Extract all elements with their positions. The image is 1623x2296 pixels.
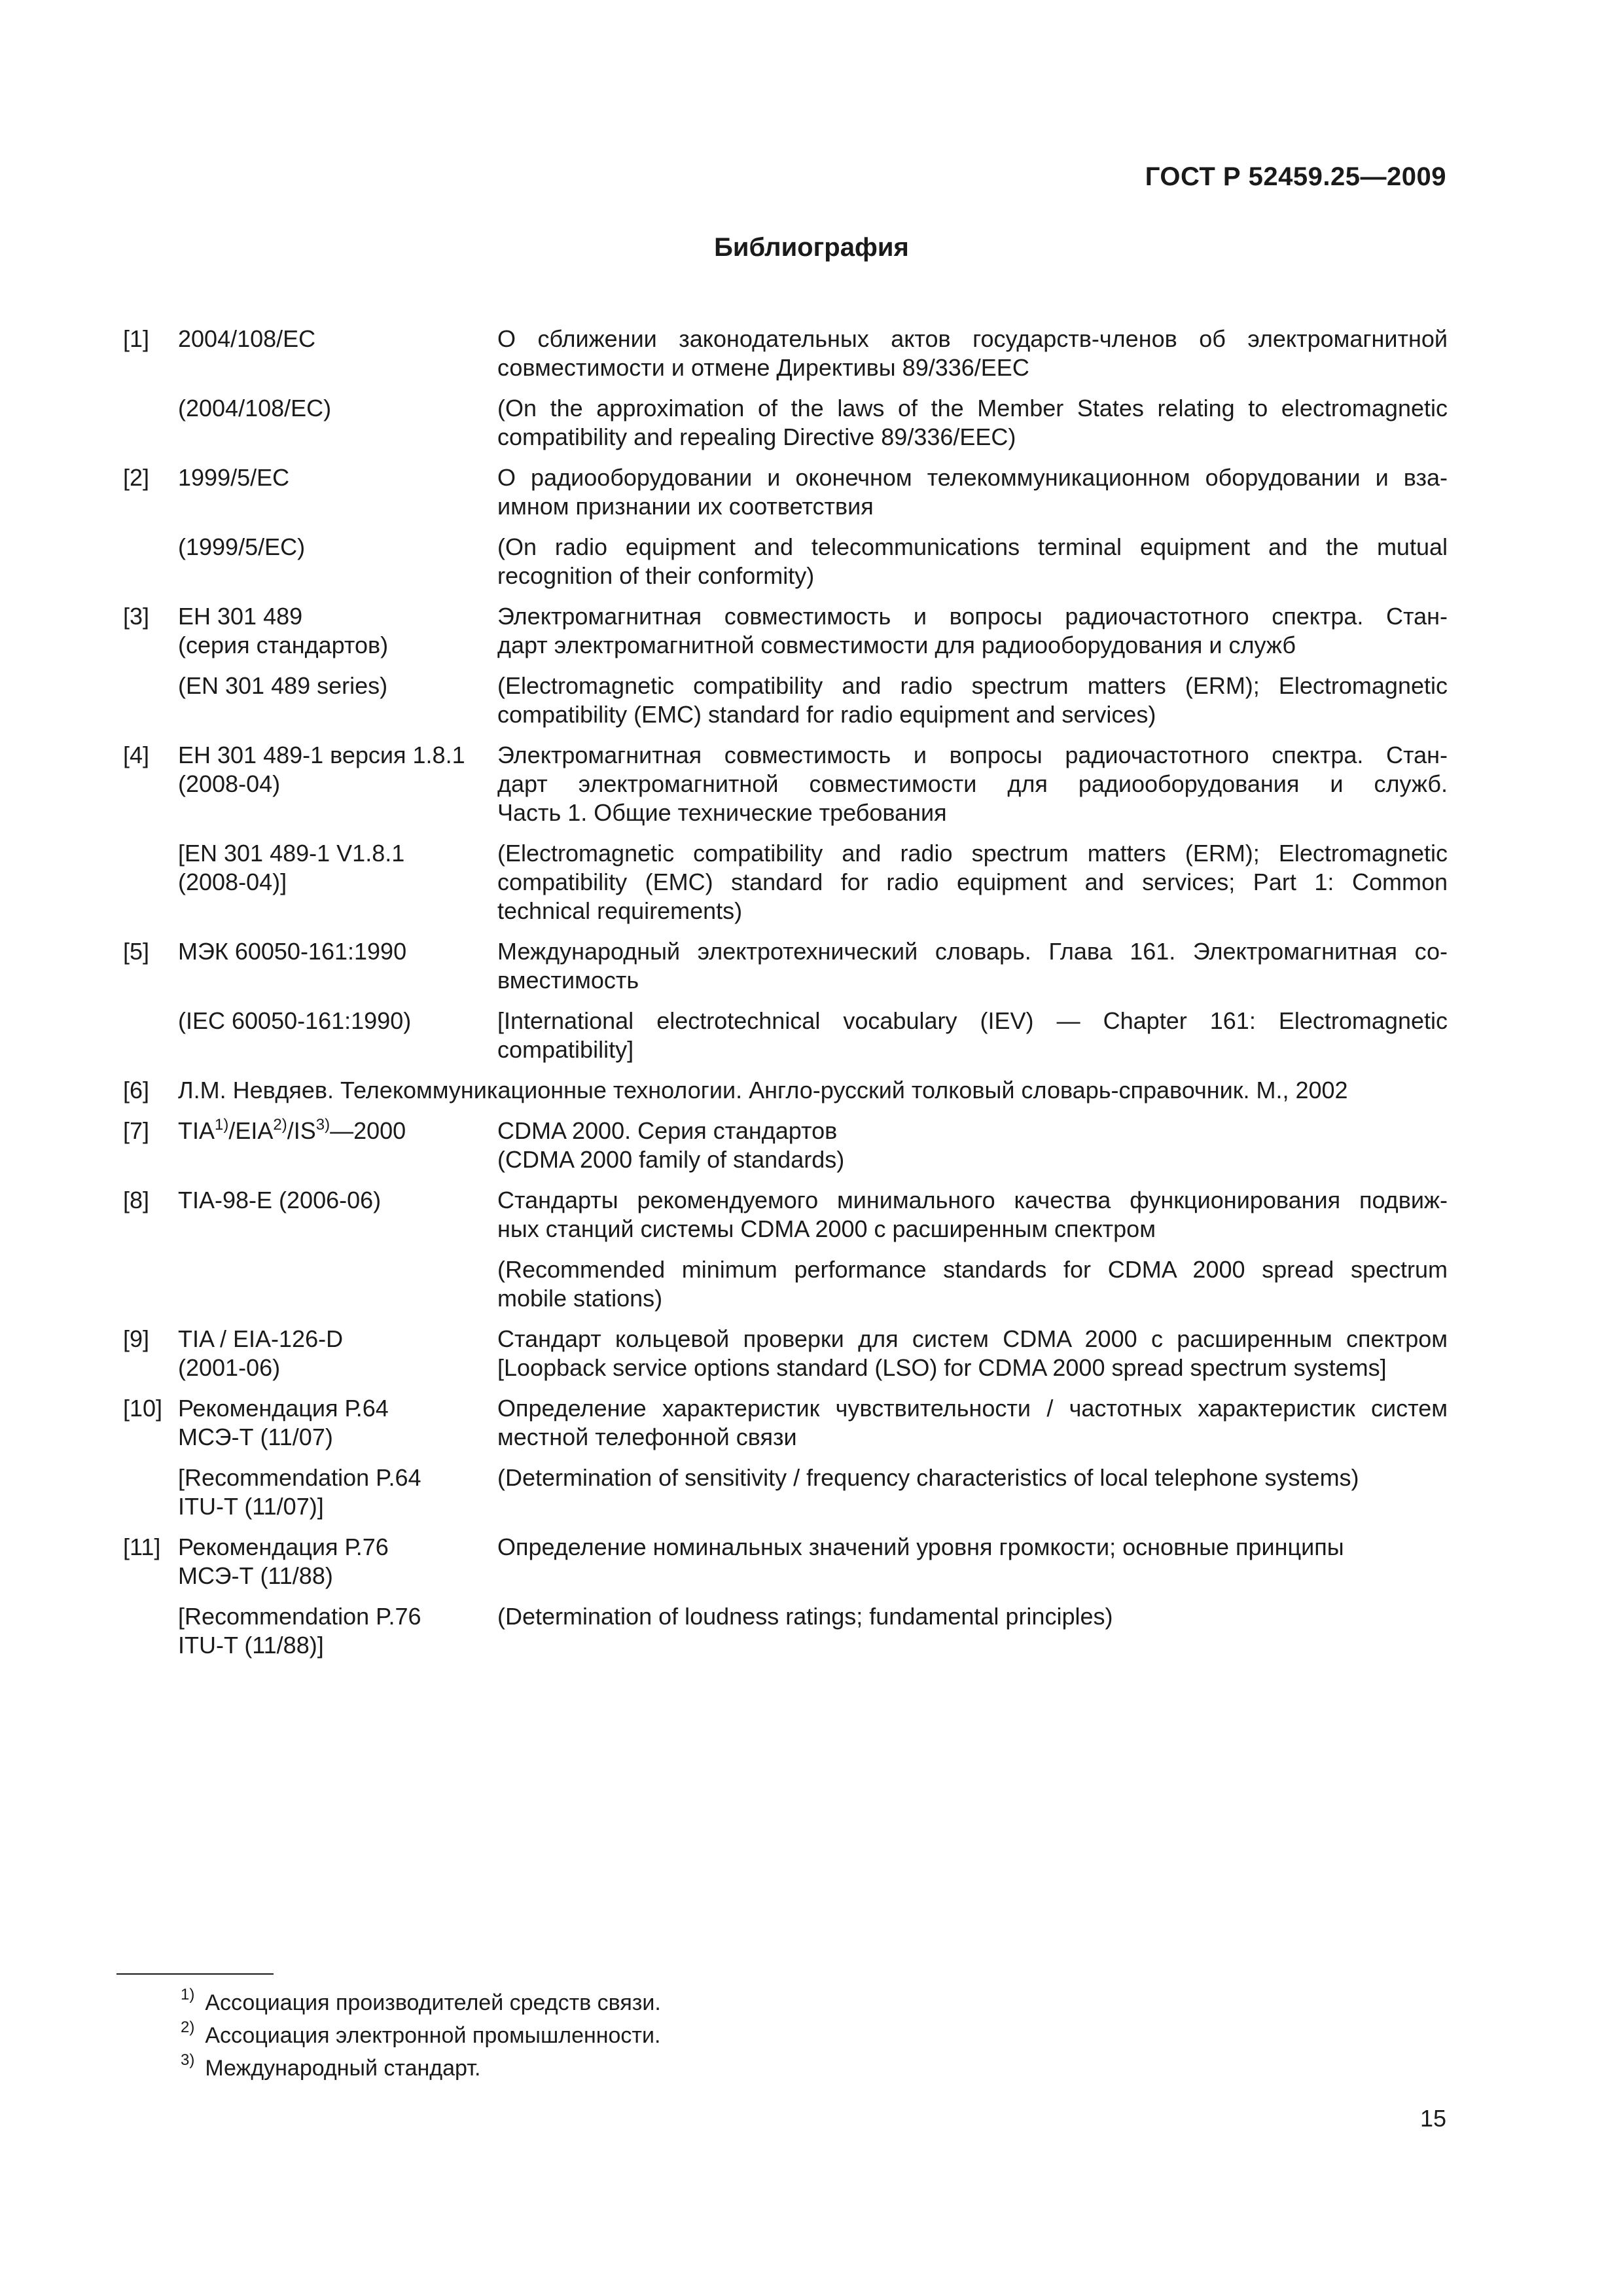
reference-line: [EN 301 489-1 V1.8.1 bbox=[178, 840, 405, 867]
entry-row bbox=[123, 325, 1448, 382]
entry-number: [9] bbox=[123, 1325, 150, 1352]
entry-number: [10] bbox=[123, 1395, 163, 1422]
entry-row bbox=[123, 533, 1448, 590]
reference-text: /EIA bbox=[228, 1117, 274, 1144]
bibliography-list bbox=[123, 325, 1448, 1672]
reference-line: ITU-T (11/88)] bbox=[178, 1632, 324, 1659]
reference-line: (EN 301 489 series) bbox=[178, 672, 388, 699]
footnote-marker: 3) bbox=[181, 2051, 195, 2069]
entry-number-spacer bbox=[123, 394, 178, 452]
description-line: дарт электромагнитной совместимости для радиооборудования и служб. bbox=[497, 770, 1448, 797]
description-line: (On the approximation of the laws of the Member States relating to electromagnetic bbox=[497, 395, 1448, 422]
footnote-text: Ассоциация производителей средств связи. bbox=[205, 1990, 661, 2015]
footnote-marker: 1) bbox=[181, 1986, 195, 2003]
entry-description bbox=[497, 1325, 1448, 1382]
bibliography-entry bbox=[123, 1076, 1448, 1105]
entry-description bbox=[497, 1186, 1448, 1244]
entry-number-spacer bbox=[123, 1007, 178, 1064]
description-line: [International electrotechnical vocabulary (IEV) — Chapter 161: Electromagnetic bbox=[497, 1007, 1448, 1034]
reference-line: ЕН 301 489 bbox=[178, 603, 303, 630]
description-line: совместимости и отмене Директивы 89/336/ЕЕС bbox=[497, 354, 1029, 381]
entry-description bbox=[497, 1463, 1448, 1521]
entry-number: [11] bbox=[123, 1534, 161, 1560]
entry-number: [3] bbox=[123, 603, 150, 630]
reference-line: Рекомендация Р.76 bbox=[178, 1534, 389, 1560]
description-line: compatibility] bbox=[497, 1036, 634, 1063]
entry-description bbox=[497, 1602, 1448, 1660]
entry-reference bbox=[178, 741, 497, 827]
entry-row bbox=[123, 463, 1448, 521]
entry-row bbox=[123, 1255, 1448, 1313]
entry-row bbox=[123, 839, 1448, 925]
description-line: Международный электротехнический словарь. Глава 161. Электромагнитная со- bbox=[497, 938, 1448, 965]
entry-reference bbox=[178, 937, 497, 995]
reference-line: ЕН 301 489-1 версия 1.8.1 bbox=[178, 742, 465, 768]
reference-line: МСЭ-Т (11/07) bbox=[178, 1424, 333, 1450]
description-line: Стандарт кольцевой проверки для систем CDMA 2000 с расширенным спектром bbox=[497, 1325, 1448, 1352]
entry-number-spacer bbox=[123, 672, 178, 729]
bibliography-entry bbox=[123, 1325, 1448, 1382]
description-line: (Electromagnetic compatibility and radio spectrum matters (ERM); Electromagnetic bbox=[497, 672, 1448, 699]
entry-reference bbox=[178, 1463, 497, 1521]
entry-description bbox=[497, 1007, 1448, 1064]
entry-number: [2] bbox=[123, 464, 150, 491]
reference-line: ITU-T (11/07)] bbox=[178, 1493, 324, 1520]
entry-number: [6] bbox=[123, 1077, 150, 1103]
reference-line: (IEC 60050-161:1990) bbox=[178, 1007, 412, 1034]
description-line: (Recommended minimum performance standards for CDMA 2000 spread spectrum bbox=[497, 1256, 1448, 1283]
entry-reference bbox=[178, 1533, 497, 1590]
entry-description bbox=[497, 463, 1448, 521]
footnote-marker: 2) bbox=[273, 1116, 287, 1134]
reference-line: (2004/108/ЕС) bbox=[178, 395, 332, 422]
description-line: дарт электромагнитной совместимости для радиооборудования и служб bbox=[497, 632, 1296, 658]
entry-reference bbox=[178, 1325, 497, 1382]
description-line: compatibility (EMC) standard for radio equipment and services) bbox=[497, 701, 1156, 728]
description-line: (CDMA 2000 family of standards) bbox=[497, 1146, 845, 1173]
footnote-marker: 2) bbox=[181, 2018, 195, 2036]
description-line: имном признании их соответствия bbox=[497, 493, 874, 520]
entry-row bbox=[123, 1394, 1448, 1452]
description-line: (Determination of sensitivity / frequency characteristics of local telephone systems) bbox=[497, 1464, 1359, 1491]
entry-reference bbox=[178, 1186, 497, 1244]
reference-line: (серия стандартов) bbox=[178, 632, 389, 658]
entry-description bbox=[497, 1255, 1448, 1313]
bibliography-entry bbox=[123, 1117, 1448, 1174]
entry-description bbox=[497, 1117, 1448, 1174]
entry-number-spacer bbox=[123, 839, 178, 925]
entry-description bbox=[497, 672, 1448, 729]
description-line: Часть 1. Общие технические требования bbox=[497, 799, 947, 826]
bibliography-entry bbox=[123, 463, 1448, 590]
entry-reference bbox=[178, 1394, 497, 1452]
footnote-divider bbox=[116, 1973, 274, 1975]
page-title: Библиография bbox=[714, 233, 909, 262]
entry-reference bbox=[178, 1255, 497, 1313]
entry-row bbox=[123, 602, 1448, 660]
entry-row bbox=[123, 1325, 1448, 1382]
description-line: вместимость bbox=[497, 967, 639, 994]
entry-reference bbox=[178, 1602, 497, 1660]
description-line: [Loopback service options standard (LSO) for CDMA 2000 spread spectrum systems] bbox=[497, 1354, 1387, 1381]
entry-description bbox=[497, 741, 1448, 827]
description-line: Стандарты рекомендуемого минимального качества функционирования подвиж- bbox=[497, 1187, 1448, 1213]
description-line: О радиооборудовании и оконечном телекоммуникационном оборудовании и вза- bbox=[497, 464, 1448, 491]
entry-number: [4] bbox=[123, 742, 150, 768]
entry-reference bbox=[178, 672, 497, 729]
entry-row bbox=[123, 1463, 1448, 1521]
description-line: (Electromagnetic compatibility and radio spectrum matters (ERM); Electromagnetic bbox=[497, 840, 1448, 867]
entry-number: [5] bbox=[123, 938, 150, 965]
reference-line: (2008-04) bbox=[178, 770, 281, 797]
description-line: (Determination of loudness ratings; fundamental principles) bbox=[497, 1603, 1113, 1630]
description-line: Определение характеристик чувствительности / частотных характеристик систем bbox=[497, 1395, 1448, 1422]
footnote bbox=[181, 2053, 661, 2084]
description-line: местной телефонной связи bbox=[497, 1424, 797, 1450]
entry-reference bbox=[178, 394, 497, 452]
description-line: Определение номинальных значений уровня громкости; основные принципы bbox=[497, 1534, 1344, 1560]
description-line: technical requirements) bbox=[497, 897, 743, 924]
footnote-text: Международный стандарт. bbox=[205, 2056, 481, 2081]
entry-row bbox=[123, 672, 1448, 729]
entry-description bbox=[497, 394, 1448, 452]
entry-row bbox=[123, 1007, 1448, 1064]
bibliography-entry bbox=[123, 937, 1448, 1064]
reference-line: (1999/5/ЕС) bbox=[178, 533, 306, 560]
reference-line: МЭК 60050-161:1990 bbox=[178, 938, 407, 965]
description-line: Электромагнитная совместимость и вопросы радиочастотного спектра. Стан- bbox=[497, 603, 1448, 630]
description-line: ных станций системы CDMA 2000 с расширенным спектром bbox=[497, 1215, 1156, 1242]
description-line: compatibility and repealing Directive 89/336/EEC) bbox=[497, 423, 1016, 450]
entry-row bbox=[123, 1186, 1448, 1244]
entry-description bbox=[497, 533, 1448, 590]
bibliography-entry bbox=[123, 1186, 1448, 1313]
reference-line: [Recommendation P.64 bbox=[178, 1464, 421, 1491]
entry-description bbox=[497, 1533, 1448, 1590]
entry-reference bbox=[178, 533, 497, 590]
entry-reference bbox=[178, 1007, 497, 1064]
bibliography-entry bbox=[123, 325, 1448, 452]
footnotes bbox=[181, 1987, 661, 2085]
description-line: Электромагнитная совместимость и вопросы радиочастотного спектра. Стан- bbox=[497, 742, 1448, 768]
description-line: CDMA 2000. Серия стандартов bbox=[497, 1117, 838, 1144]
reference-line: (2001-06) bbox=[178, 1354, 281, 1381]
reference-text: —2000 bbox=[330, 1117, 406, 1144]
description-line: (On radio equipment and telecommunications terminal equipment and the mutual bbox=[497, 533, 1448, 560]
entry-description bbox=[497, 937, 1448, 995]
reference-line: 1999/5/ЕС bbox=[178, 464, 290, 491]
entry-row bbox=[123, 1076, 1448, 1105]
reference-text: TIA bbox=[178, 1117, 215, 1144]
footnote-marker: 3) bbox=[315, 1116, 330, 1134]
entry-row bbox=[123, 1117, 1448, 1174]
reference-line: МСЭ-Т (11/88) bbox=[178, 1562, 333, 1589]
entry-reference bbox=[178, 463, 497, 521]
entry-reference bbox=[178, 602, 497, 660]
document-header: ГОСТ Р 52459.25—2009 bbox=[1145, 162, 1446, 191]
reference-text: /IS bbox=[287, 1117, 316, 1144]
entry-row bbox=[123, 741, 1448, 827]
entry-description bbox=[497, 839, 1448, 925]
bibliography-entry bbox=[123, 1394, 1448, 1521]
entry-description bbox=[497, 602, 1448, 660]
entry-reference bbox=[178, 839, 497, 925]
reference-line: (2008-04)] bbox=[178, 869, 287, 895]
entry-number-spacer bbox=[123, 1255, 178, 1313]
footnote bbox=[181, 2020, 661, 2051]
entry-row bbox=[123, 937, 1448, 995]
reference-line: 2004/108/ЕС bbox=[178, 325, 316, 352]
footnote bbox=[181, 1987, 661, 2018]
bibliography-entry bbox=[123, 1533, 1448, 1660]
reference-line: Рекомендация Р.64 bbox=[178, 1395, 389, 1422]
entry-number: [8] bbox=[123, 1187, 150, 1213]
footnote-text: Ассоциация электронной промышленности. bbox=[205, 2023, 661, 2048]
entry-row bbox=[123, 1602, 1448, 1660]
bibliography-entry bbox=[123, 741, 1448, 925]
description-line: О сближении законодательных актов государств-членов об электромагнитной bbox=[497, 325, 1448, 352]
entry-reference bbox=[178, 1117, 497, 1174]
description-line: compatibility (EMC) standard for radio equipment and services; Part 1: Common bbox=[497, 869, 1448, 895]
description-line: recognition of their conformity) bbox=[497, 562, 815, 589]
entry-row bbox=[123, 1533, 1448, 1590]
entry-description bbox=[497, 1394, 1448, 1452]
entry-number-spacer bbox=[123, 1602, 178, 1660]
entry-reference bbox=[178, 325, 497, 382]
reference-line: TIA-98-E (2006-06) bbox=[178, 1187, 382, 1213]
page-number: 15 bbox=[1419, 2105, 1446, 2132]
footnote-marker: 1) bbox=[215, 1116, 229, 1134]
entry-number-spacer bbox=[123, 533, 178, 590]
entry-number: [1] bbox=[123, 325, 150, 352]
bibliography-entry bbox=[123, 602, 1448, 729]
reference-line: TIA / EIA-126-D bbox=[178, 1325, 344, 1352]
entry-description bbox=[497, 325, 1448, 382]
entry-text: Л.М. Невдяев. Телекоммуникационные технологии. Англо-русский толковый словарь-справочник. М., 2002 bbox=[178, 1077, 1348, 1103]
entry-number: [7] bbox=[123, 1117, 150, 1144]
description-line: mobile stations) bbox=[497, 1285, 663, 1312]
entry-number-spacer bbox=[123, 1463, 178, 1521]
entry-row bbox=[123, 394, 1448, 452]
reference-line: [Recommendation P.76 bbox=[178, 1603, 421, 1630]
